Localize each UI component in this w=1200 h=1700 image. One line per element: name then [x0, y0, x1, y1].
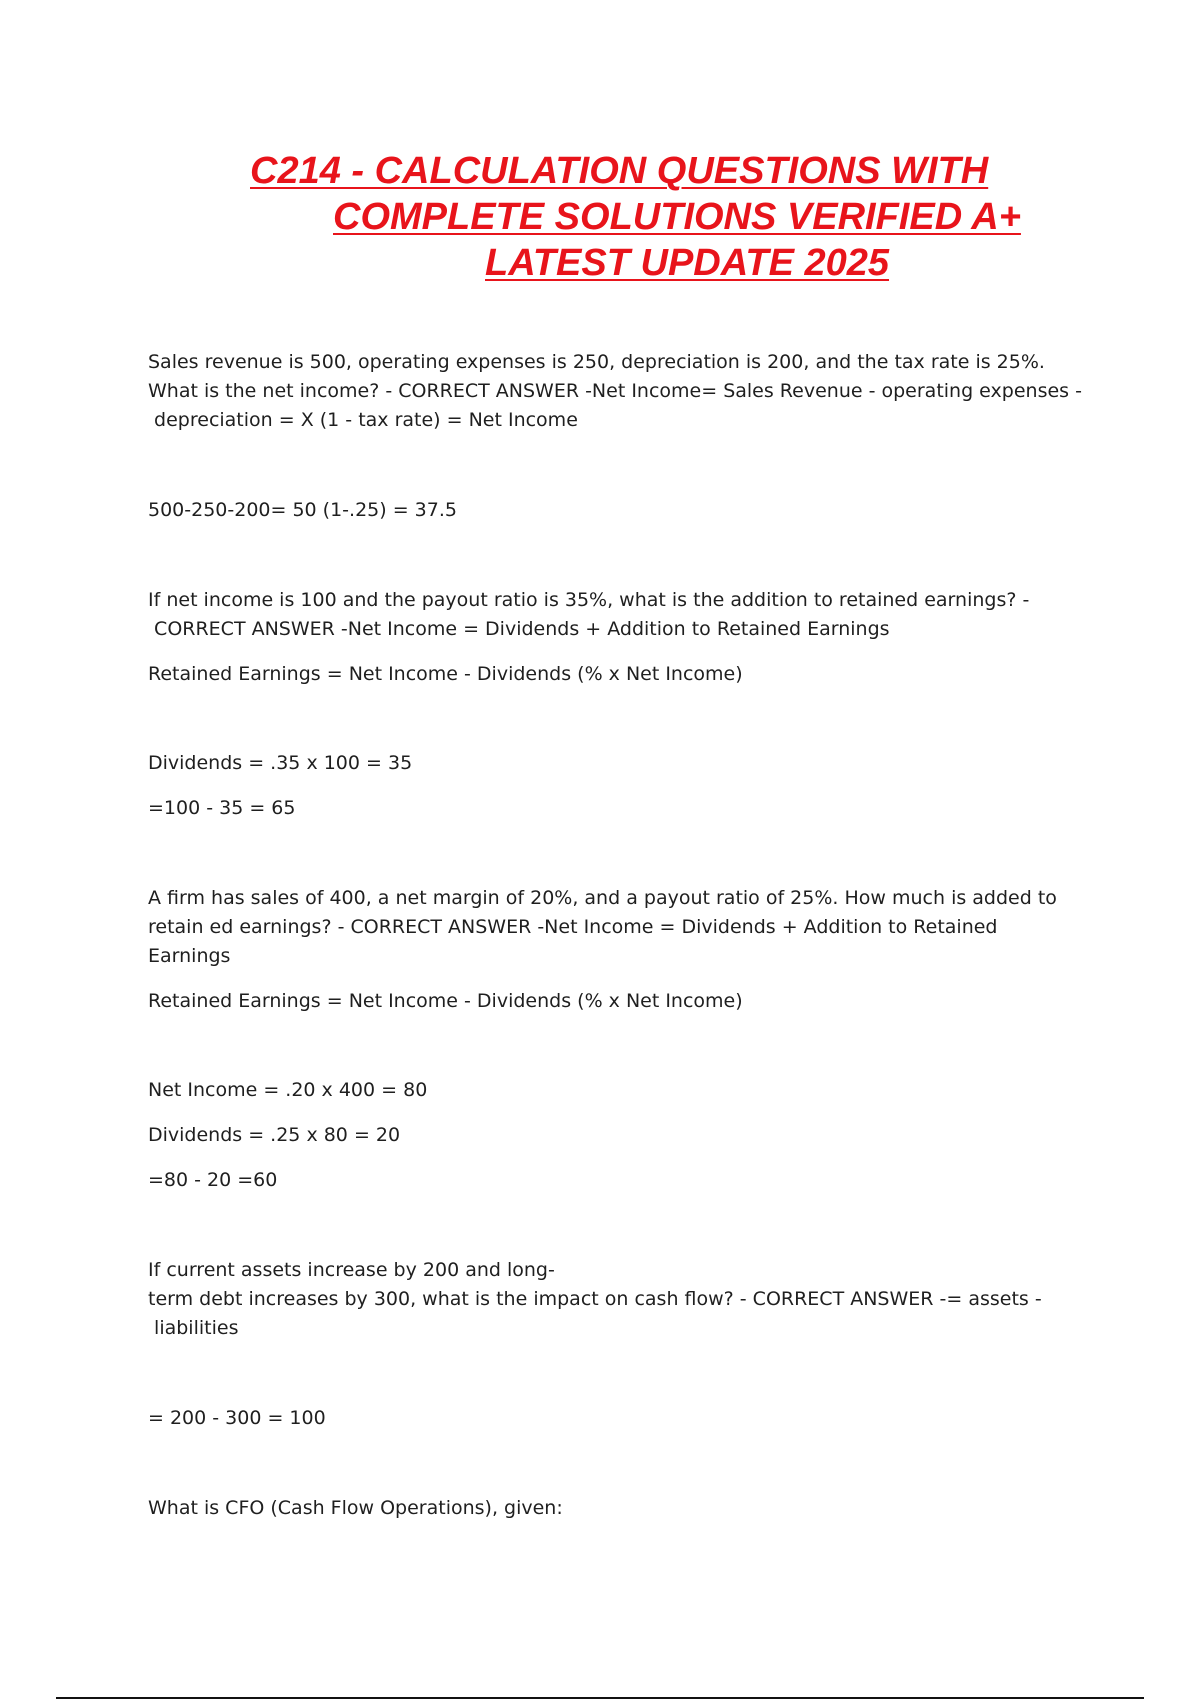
document-body [148, 348, 1083, 1523]
bottom-divider [56, 1697, 1144, 1699]
question-4-calculation: = 200 - 300 = 100 [148, 1407, 326, 1429]
question-1-calculation: 500-250-200= 50 (1-.25) = 37.5 [148, 499, 457, 521]
question-1-text: Sales revenue is 500, operating expenses is 250, depreciation is 200, and the tax rate is 25%. What is the net income? - CORRECT ANSWER -Net Income= Sales Revenue - operating expenses - depreciation = X (1 - tax rate) = Net Income [148, 351, 1082, 431]
title-line-3: LATEST UPDATE 2025 [485, 242, 890, 284]
question-3-formula: Retained Earnings = Net Income - Dividends (% x Net Income) [148, 990, 743, 1012]
question-2-formula: Retained Earnings = Net Income - Dividends (% x Net Income) [148, 663, 743, 685]
title-line-2: COMPLETE SOLUTIONS VERIFIED A+ [333, 196, 1021, 238]
question-2-text: If net income is 100 and the payout ratio is 35%, what is the addition to retained earnings? - CORRECT ANSWER -Net Income = Dividends + Addition to Retained Earnings [148, 589, 1030, 640]
document-title [200, 148, 1100, 286]
question-2-calculation-2: =100 - 35 = 65 [148, 797, 296, 819]
question-3-text: A firm has sales of 400, a net margin of 20%, and a payout ratio of 25%. How much is added to retain ed earnings? - CORRECT ANSWER -Net Income = Dividends + Addition to Retained Earnings [148, 887, 1063, 967]
question-4-text: If current assets increase by 200 and long- term debt increases by 300, what is the impact on cash flow? - CORRECT ANSWER -= assets - liabilities [148, 1259, 1042, 1339]
question-3-calculation-1: Net Income = .20 x 400 = 80 [148, 1079, 428, 1101]
title-line-1: C214 - CALCULATION QUESTIONS WITH [250, 150, 989, 192]
question-2-calculation-1: Dividends = .35 x 100 = 35 [148, 752, 413, 774]
question-3-calculation-2: Dividends = .25 x 80 = 20 [148, 1124, 401, 1146]
question-5-text: What is CFO (Cash Flow Operations), given: [148, 1497, 563, 1519]
question-3-calculation-3: =80 - 20 =60 [148, 1169, 278, 1191]
